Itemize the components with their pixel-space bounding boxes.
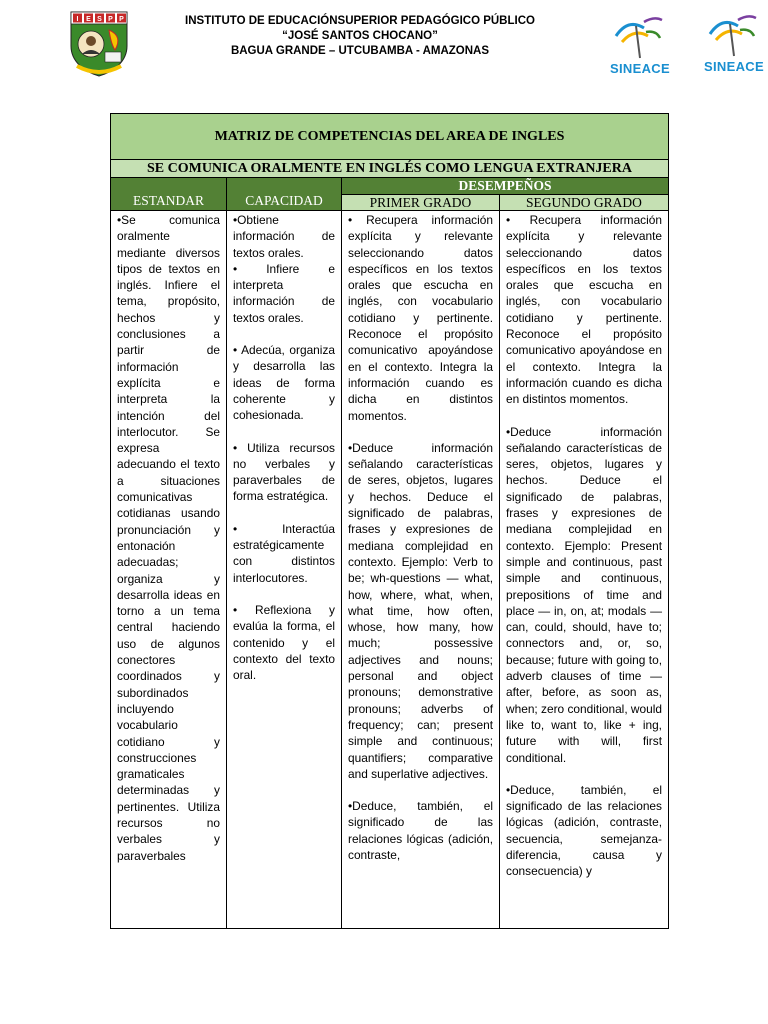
primer-grado-cell <box>342 211 500 929</box>
matrix-title: MATRIZ DE COMPETENCIAS DEL AREA DE INGLES <box>111 114 669 160</box>
competence-title: SE COMUNICA ORALMENTE EN INGLÉS COMO LENGUA EXTRANJERA <box>111 160 669 178</box>
institution-location: BAGUA GRANDE – UTCUBAMBA - AMAZONAS <box>230 45 490 57</box>
estandar-cell <box>111 211 227 929</box>
column-header-estandar: ESTANDAR <box>111 178 227 211</box>
estandar-text: •Se comunica oralmente mediante diversos tipos de textos en inglés. Infiere el tema, propósito, hechos y conclusiones a partir de información explícita e interpreta la intención del interlocutor. Se expresa adecuando el texto a situaciones comunicativas cotidianas usando pronunciación y entonación adecuadas; organiza y desarrolla ideas en torno a un tema central haciendo uso de algunos conectores coordinados y subordinados incluyendo vocabulario cotidiano y construcciones gramaticales determinadas y pertinentes. Utiliza recursos no verbales y paraverbales <box>117 213 220 863</box>
desempeno-item: •Deduce, también, el significado de las relaciones lógicas (adición, contraste, <box>348 799 493 862</box>
desempeno-item: • Recupera información explícita y relevante seleccionando datos específicos en los textos orales que escucha en inglés, con vocabulario cotidiano y pertinente. Reconoce el propósito comunicativo apoyándose en el contexto. Integra la información cuando es dicha en distintos momentos. <box>506 213 662 407</box>
document-header <box>0 0 768 100</box>
sineace-bird-icon <box>708 12 758 58</box>
desempeno-item: •Deduce información señalando características de seres, objetos, lugares y hechos. Deduce el significado de palabras, frases y expresiones de mediana complejidad en contexto. Ejemplo: Present simple and continuous, past simple and continuous, prepositions of time and place — in, on, at; modals —can, could, should, have to; connectors and, or, so, because; future with going to, adverb clauses of time —after, before, as soon as, when; zero conditional, would like to, want to, like + ing, future with will, first conditional. <box>506 424 662 765</box>
segundo-grado-cell <box>500 211 669 929</box>
sineace-logo <box>692 12 768 76</box>
column-header-segundo-grado: SEGUNDO GRADO <box>500 195 669 211</box>
capacidad-item: • Interactúa estratégicamente con distintos interlocutores. <box>233 521 335 585</box>
institution-crest-logo <box>67 10 131 78</box>
institution-name: INSTITUTO DE EDUCACIÓNSUPERIOR PEDAGÓGICO PÚBLICO <box>185 15 535 27</box>
sineace-logo <box>598 14 682 78</box>
sineace-bird-icon <box>614 14 664 60</box>
desempeno-item: •Deduce, también, el significado de las relaciones lógicas (adición, contraste, secuencia, semejanza-diferencia, causa y consecuencia) y <box>506 782 662 879</box>
institution-namesake: “JOSÉ SANTOS CHOCANO” <box>282 30 438 42</box>
column-header-capacidad: CAPACIDAD <box>227 178 342 211</box>
logo-letter: I <box>76 16 79 23</box>
desempeno-item: •Deduce información señalando características de seres, objetos, lugares y hechos. Deduce el significado de palabras, frases y expresiones de mediana complejidad en contexto. Ejemplo: Verb to be; wh-questions — what, how, where, what, when, what time, how often, whose, how many, how much; possessive adjectives and nouns; personal and object pronouns; demonstrative pronouns; adverbs of frequency; can; present simple and continuous; quantifiers; comparative and superlative adjectives. <box>348 440 493 781</box>
logo-letter: P <box>119 16 124 23</box>
competency-matrix-table <box>110 113 669 929</box>
desempeno-item: • Recupera información explícita y relevante seleccionando datos específicos en los textos orales que escucha en inglés, con vocabulario cotidiano y pertinente. Reconoce el propósito comunicativo apoyándose en el contexto. Integra la información cuando es dicha en distintos momentos. <box>348 213 493 423</box>
capacidad-item: • Adecúa, organiza y desarrolla las ideas de forma coherente y cohesionada. <box>233 343 335 423</box>
sineace-label: SINEACE <box>704 59 764 74</box>
sineace-label: SINEACE <box>610 61 670 76</box>
capacidad-item: • Reflexiona y evalúa la forma, el contenido y el contexto del texto oral. <box>233 602 335 683</box>
column-header-primer-grado: PRIMER GRADO <box>342 195 500 211</box>
logo-letter: S <box>97 16 102 23</box>
capacidad-cell <box>227 211 342 929</box>
capacidad-item: • Infiere e interpreta información de textos orales. <box>233 261 335 325</box>
capacidad-item: •Obtiene información de textos orales. <box>233 213 335 260</box>
capacidad-item: • Utiliza recursos no verbales y paraverbales de forma estratégica. <box>233 440 335 504</box>
logo-letter: P <box>108 16 113 23</box>
column-header-desempenos: DESEMPEÑOS <box>342 178 669 195</box>
logo-letter: E <box>86 16 91 23</box>
institution-heading <box>150 14 570 59</box>
